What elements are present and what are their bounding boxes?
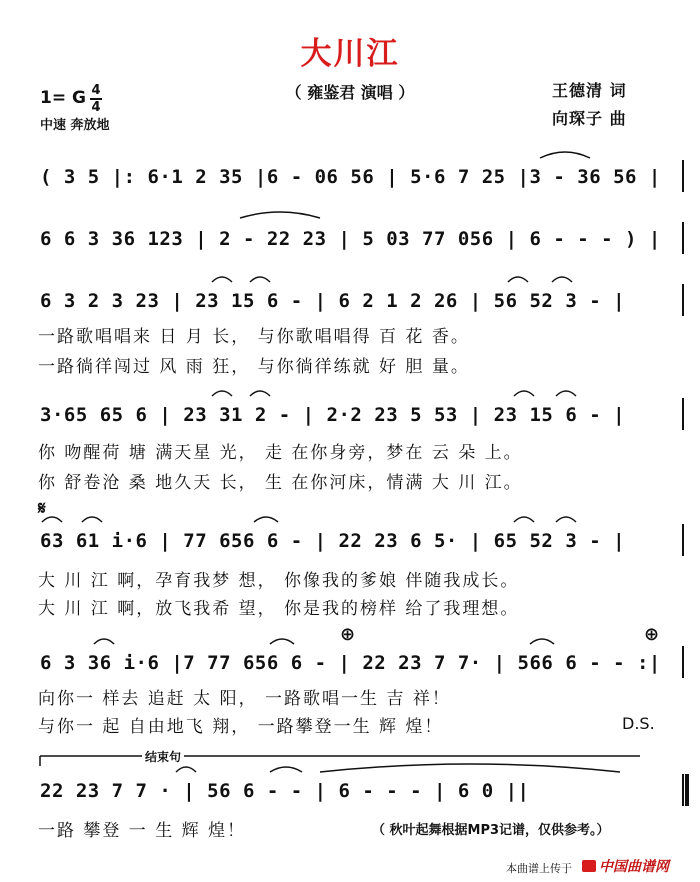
slur-2 [240, 212, 320, 218]
slur-16 [94, 639, 114, 644]
slur-19 [176, 767, 196, 772]
tempo-marking: 中速 奔放地 [40, 118, 110, 133]
slur-11 [42, 517, 62, 522]
slur-13 [254, 517, 278, 522]
slur-5 [508, 277, 528, 282]
transcription-note: （ 秋叶起舞根据MP3记谱，仅供参考。） [372, 823, 610, 838]
score-line-1: ( 3 5 |: 6·1 2 35 |6 - 06 56 | 5·6 7 25 |3 - 36 56 | [40, 166, 661, 188]
score-line-2: 6 6 3 36 123 | 2 - 22 23 | 5 03 77 056 | 6 - - - ) | [40, 228, 661, 250]
score-line-7: 22 23 7 7 · | 56 6 - - | 6 - - - | 6 0 || [40, 780, 530, 802]
lyric-line-3b: 一路徜徉闯过 风 雨 狂， 与你徜徉练就 好 胆 量。 [38, 357, 470, 377]
slur-17 [270, 639, 294, 644]
singer-credit: （ 雍鉴君 演唱 ） [285, 83, 415, 102]
lyric-line-6a: 向你一 样去 追赶 太 阳， 一路歌唱一生 吉 祥！ [38, 689, 451, 709]
slur-7 [212, 391, 232, 396]
lyric-line-4b: 你 舒卷沧 桑 地久天 长， 生 在你河床，情满 大 川 江。 [38, 473, 523, 493]
slur-21 [320, 764, 620, 772]
time-sig-bottom: 4 [91, 100, 101, 115]
lyric-line-6b: 与你一 起 自由地飞 翔， 一路攀登一生 辉 煌！ [38, 717, 444, 737]
lyric-line-3a: 一路歌唱唱来 日 月 长， 与你歌唱唱得 百 花 香。 [38, 327, 470, 347]
ds-marking: D.S. [622, 714, 655, 733]
time-sig-top: 4 [91, 83, 101, 98]
score-line-6: 6 3 36 i·6 |7 77 656 6 - | 22 23 7 7· | 566 6 - - :| [40, 652, 661, 674]
composer-credit: 向琛子 曲 [552, 109, 627, 128]
footer-text: 本曲谱上传于 [506, 862, 572, 875]
slur-1 [540, 152, 590, 158]
slur-12 [82, 517, 102, 522]
coda-sign-1: ⊕ [340, 624, 356, 645]
slur-10 [556, 391, 576, 396]
slur-3 [212, 277, 232, 282]
lyricist-credit: 王德清 词 [552, 81, 627, 100]
lyric-line-5b: 大 川 江 啊，放飞我希 望， 你是我的榜样 给了我理想。 [38, 599, 520, 619]
score-line-3: 6 3 2 3 23 | 23 15 6 - | 6 2 1 2 26 | 56 52 3 - | [40, 290, 626, 312]
score-line-5: 63 61 i·6 | 77 656 6 - | 22 23 6 5· | 65 52 3 - | [40, 530, 626, 552]
slur-4 [250, 277, 270, 282]
slur-8 [250, 391, 270, 396]
slur-20 [270, 767, 302, 772]
slur-6 [552, 277, 572, 282]
score-line-4: 3·65 65 6 | 23 31 2 - | 2·2 23 5 53 | 23 15 6 - | [40, 404, 626, 426]
logo-text: 中国曲谱网 [599, 859, 669, 875]
lyric-line-4a: 你 吻醒荷 塘 满天星 光， 走 在你身旁，梦在 云 朵 上。 [38, 443, 523, 463]
ending-label: 结束句 [142, 748, 184, 765]
segno-sign: 𝄋 [38, 498, 46, 519]
slur-15 [556, 517, 576, 522]
slur-9 [514, 391, 534, 396]
slur-14 [514, 517, 534, 522]
lyric-line-7: 一路 攀登 一 生 辉 煌！ [38, 821, 247, 841]
coda-sign-2: ⊕ [644, 624, 660, 645]
song-title: 大川江 [300, 36, 400, 72]
lyric-line-5a: 大 川 江 啊，孕育我梦 想， 你像我的爹娘 伴随我成长。 [38, 571, 520, 591]
slur-18 [530, 639, 554, 644]
key-signature: 1= G [40, 88, 86, 108]
